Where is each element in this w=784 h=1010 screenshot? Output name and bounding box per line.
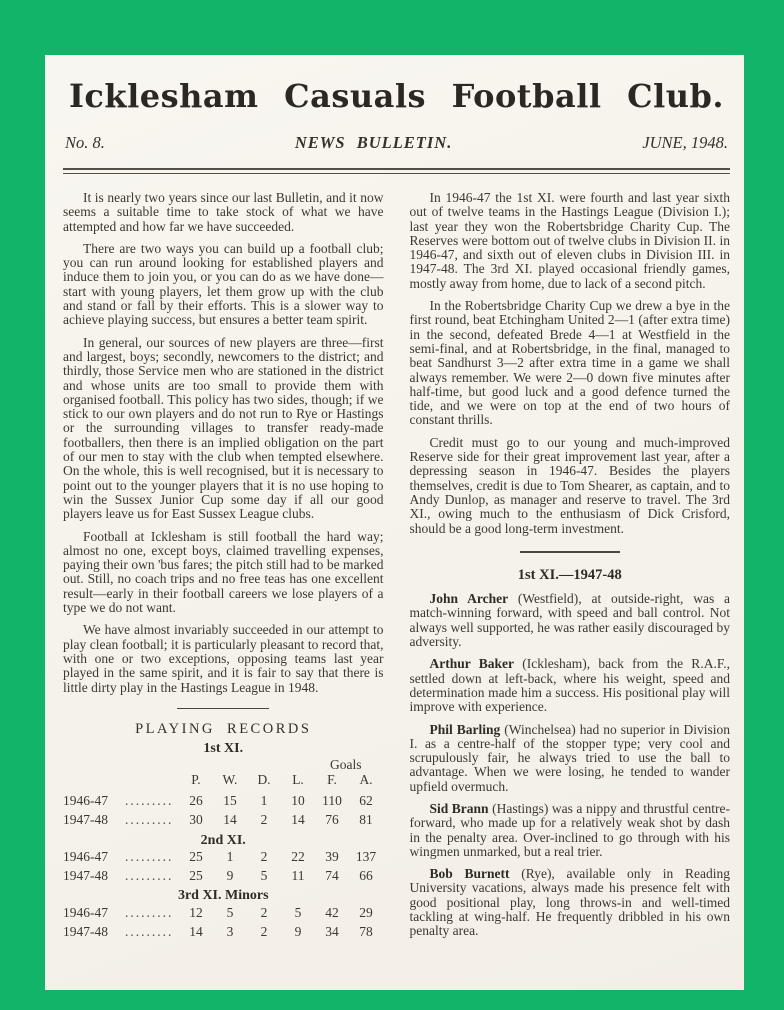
stat-goals-against: 78 xyxy=(359,924,373,940)
stat-lost: 11 xyxy=(291,868,305,884)
paragraph: There are two ways you can build up a football club; you can run around looking for established players and induce them to join you, or you can do as we have done—start with young players, let them grow up with the club and stand or fall by their efforts. This is a slower way to achieve playing success, but ensures a better team spirit. xyxy=(63,240,384,328)
col-header-goals-for: F. xyxy=(327,771,337,787)
player-text: (Icklesham), back from the R.A.F., settled down at left-back, where his weight, speed and determination made him a success. His positional play will improve with experience. xyxy=(409,656,730,715)
stat-won: 5 xyxy=(226,904,234,920)
stat-drawn: 2 xyxy=(260,848,268,864)
paragraph: In the Robertsbridge Charity Cup we drew a bye in the first round, beat Etchingham United 2—1 (after extra time) in the second, defeated Brede 4—1 at Westfield in the semi-final, and at Robertsbridge, in the final, managed to beat Sandhurst 3—2 after extra time in a game we shall always remember. We were 2—0 down five minutes after half-time, but good luck and a good defence turned the tide, and we were on top at the end of two hours of constant thrills. xyxy=(409,298,730,428)
goals-label: Goals xyxy=(330,757,362,773)
stat-goals-for: 74 xyxy=(325,868,339,884)
records-row xyxy=(63,906,384,920)
bulletin-page xyxy=(45,55,744,990)
stat-lost: 14 xyxy=(291,812,305,828)
stat-goals-against: 81 xyxy=(359,812,373,828)
records-row xyxy=(63,794,384,808)
bulletin-label: NEWS BULLETIN. xyxy=(294,133,453,152)
stat-goals-against: 29 xyxy=(359,904,373,920)
player-note xyxy=(410,657,731,714)
leader-dots: ......... xyxy=(125,925,174,940)
stat-lost: 5 xyxy=(294,904,302,920)
issue-number: No. 8. xyxy=(65,133,105,152)
paragraph: Football at Icklesham is still football the hard way; almost no one, except boys, claimed travelling expenses, paying their own 'bus fares; the pitch still had to be marked out. Still, no coach trips and no free teas has one excellent result—early in their football careers we lose players of a type we do not want. xyxy=(63,528,384,616)
leader-dots: ......... xyxy=(125,793,174,808)
col-header-drawn: D. xyxy=(257,771,271,787)
col-header-played: P. xyxy=(191,771,201,787)
stat-won: 15 xyxy=(223,792,237,808)
stat-played: 25 xyxy=(189,868,203,884)
stat-goals-for: 39 xyxy=(325,848,339,864)
records-row xyxy=(63,813,384,827)
player-name: Phil Barling xyxy=(429,721,501,737)
player-note xyxy=(410,723,731,794)
stat-drawn: 2 xyxy=(260,924,268,940)
stat-goals-for: 42 xyxy=(325,904,339,920)
paragraph: Credit must go to our young and much-improved Reserve side for their great improvement last year, after a depressing season in 1946-47. Besides the players themselves, credit is due to Tom Shearer, as captain, and to Andy Dunlop, as manager and reserve to travel. The 3rd XI., owing much to the enthusiasm of Dick Crisford, should be a good long-term investment. xyxy=(409,434,730,536)
stat-goals-against: 137 xyxy=(355,848,377,864)
stat-lost: 22 xyxy=(291,848,305,864)
paragraph: We have almost invariably succeeded in our attempt to play clean football; it is particularly pleasant to record that, with one or two exceptions, opposing teams last year played in the same spirit, and it is fair to say that there is little dirty play in the Hastings League in 1948. xyxy=(63,622,384,695)
player-note xyxy=(410,592,731,649)
season-label: 1947-48 xyxy=(63,924,108,940)
stat-played: 14 xyxy=(189,924,203,940)
masthead-meta-row xyxy=(65,133,728,153)
leader-dots: ......... xyxy=(125,869,174,884)
masthead xyxy=(61,77,732,174)
stat-drawn: 2 xyxy=(260,904,268,920)
stat-drawn: 5 xyxy=(260,868,268,884)
season-label: 1947-48 xyxy=(63,812,108,828)
stat-won: 1 xyxy=(226,848,234,864)
season-label: 1946-47 xyxy=(63,904,108,920)
player-name: John Archer xyxy=(429,591,509,607)
page-title: Icklesham Casuals Football Club. xyxy=(68,77,725,115)
season-label: 1946-47 xyxy=(63,792,108,808)
season-label: 1946-47 xyxy=(63,848,108,864)
player-text: (Winchelsea) had no superior in Division I. as a centre-half of the stopper type; very cool and scrupulously fair, he always tried to use the ball to advantage. When we were losing, he tended to wander upfield overmuch. xyxy=(409,721,730,794)
stat-played: 30 xyxy=(189,812,203,828)
records-section-title: 1st XI. xyxy=(203,741,244,757)
player-name: Bob Burnett xyxy=(429,866,510,882)
leader-dots: ......... xyxy=(125,849,174,864)
records-row xyxy=(63,925,384,939)
paragraph: It is nearly two years since our last Bulletin, and it now seems a suitable time to take stock of what we have attempted and how far we have succeeded. xyxy=(63,190,384,234)
right-column xyxy=(410,191,731,947)
player-note xyxy=(410,802,731,859)
section-divider xyxy=(177,708,269,709)
issue-date: JUNE, 1948. xyxy=(642,133,728,152)
col-header-won: W. xyxy=(222,771,238,787)
section-divider xyxy=(520,551,620,553)
playing-records-heading: PLAYING RECORDS xyxy=(135,720,312,737)
paragraph: In general, our sources of new players are three—first and largest, boys; secondly, newcomers to the district; and thirdly, those Service men who are stationed in the district and whose units are too small to provide them with organised football. This policy has two sides, though; if we stick to our own players and do not run to Rye or Hastings or the surrounding villages to transfer ready-made footballers, then there is an implied obligation on the part of our men to stay with the club when tempted elsewhere. On the whole, this is well recognised, but it is necessary to point out to the younger players that it is no use hoping to win the Sussex Junior Cup some day if all our good players leave us for East Sussex League clubs. xyxy=(63,334,384,522)
stat-drawn: 2 xyxy=(260,812,268,828)
stat-goals-for: 76 xyxy=(325,812,339,828)
stat-won: 3 xyxy=(226,924,234,940)
stat-goals-against: 62 xyxy=(359,792,373,808)
stat-goals-against: 66 xyxy=(359,868,373,884)
first-eleven-heading: 1st XI.—1947-48 xyxy=(517,566,622,583)
records-header-row xyxy=(63,773,384,787)
left-column xyxy=(63,191,384,947)
season-label: 1947-48 xyxy=(63,868,108,884)
stat-drawn: 1 xyxy=(260,792,268,808)
leader-dots: ......... xyxy=(125,905,174,920)
player-note xyxy=(410,867,731,938)
stat-played: 25 xyxy=(189,848,203,864)
stat-played: 12 xyxy=(189,904,203,920)
player-text: (Westfield), at outside-right, was a match-winning forward, with speed and ball control. Not always well supported, he was rather easily discouraged by adversity. xyxy=(409,591,730,650)
stat-goals-for: 34 xyxy=(325,924,339,940)
records-section-title: 3rd XI. Minors xyxy=(177,888,269,904)
stat-won: 14 xyxy=(223,812,237,828)
player-text: (Rye), available only in Reading University vacations, always made his presence felt with good positional play, long throws-in and well-timed tackling at wing-half. He frequently dribbled in his own penalty area. xyxy=(409,866,730,939)
records-row xyxy=(63,869,384,883)
player-text: (Hastings) was a nippy and thrustful centre-forward, who made up for a relatively weak shot by dash in the penalty area. Over-inclined to go through with his wingmen unmarked, but a real trier. xyxy=(409,800,731,859)
stat-lost: 10 xyxy=(291,792,305,808)
stat-goals-for: 110 xyxy=(322,792,342,808)
col-header-lost: L. xyxy=(292,771,304,787)
stat-played: 26 xyxy=(189,792,203,808)
player-name: Sid Brann xyxy=(429,800,489,816)
leader-dots: ......... xyxy=(125,813,174,828)
stat-won: 9 xyxy=(226,868,234,884)
paragraph: In 1946-47 the 1st XI. were fourth and last year sixth out of twelve teams in the Hastings League (Division I.); last year they won the Robertsbridge Charity Cup. The Reserves were bottom out of twelve clubs in Division II. in 1946-47, and sixth out of eleven clubs in Division III. in 1947-48. The 3rd XI. played occasional friendly games, mostly away from home, due to lack of a second pitch. xyxy=(409,190,730,291)
two-column-body xyxy=(61,174,732,947)
stat-lost: 9 xyxy=(294,924,302,940)
col-header-goals-against: A. xyxy=(359,771,373,787)
records-row xyxy=(63,850,384,864)
records-section-title: 2nd XI. xyxy=(200,832,246,848)
player-name: Arthur Baker xyxy=(429,656,514,672)
